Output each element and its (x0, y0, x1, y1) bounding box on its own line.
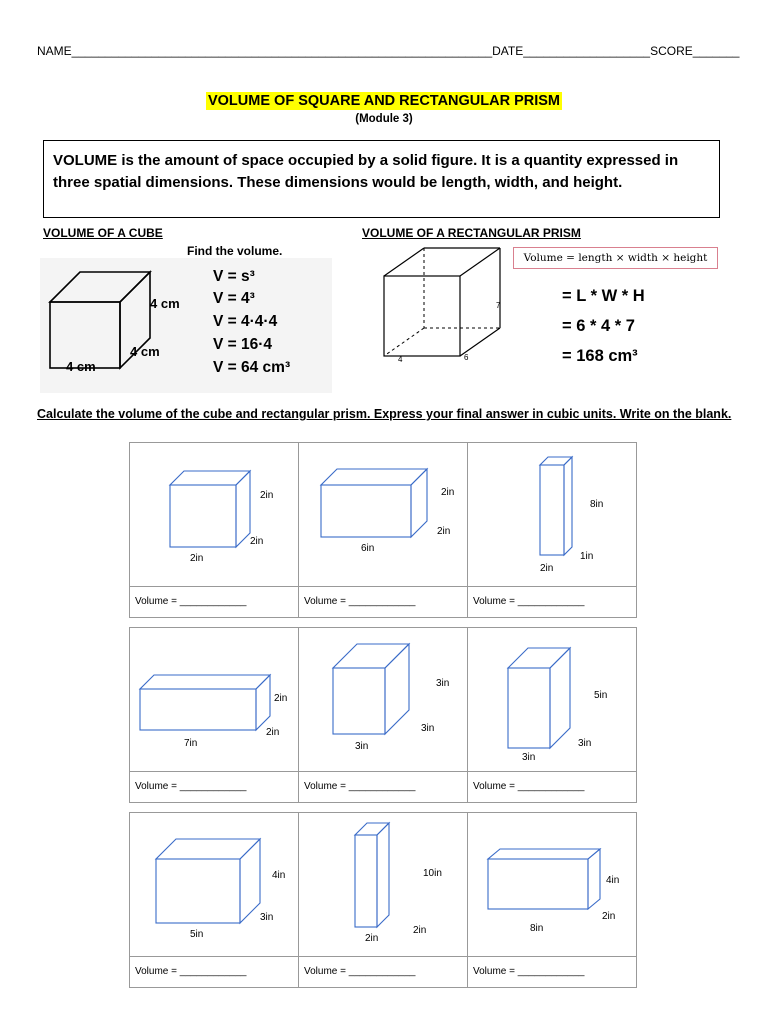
cube-edge-height: 4 cm (150, 296, 180, 311)
problem-cell (299, 628, 468, 772)
page-title-wrap (0, 92, 768, 110)
problem-figure (299, 628, 467, 766)
problem-figure (299, 443, 467, 581)
dim-height: 8in (590, 499, 604, 510)
volume-blank[interactable]: Volume = ____________ (304, 966, 416, 977)
instructions: Calculate the volume of the cube and rectangular prism. Express your final answer in cubic units. Write on the blank. (37, 407, 732, 421)
volume-blank[interactable]: Volume = ____________ (135, 596, 247, 607)
dim-length: 5in (190, 929, 204, 940)
volume-cell[interactable] (130, 587, 299, 618)
dim-height: 3in (436, 678, 450, 689)
prism-dim-width: 4 (398, 355, 403, 364)
dim-length: 3in (355, 741, 369, 752)
name-label: NAME (37, 44, 72, 58)
problem-figure (468, 813, 636, 951)
prism-hidden-edge (384, 328, 424, 356)
dim-width: 2in (437, 526, 451, 537)
dim-height: 2in (260, 490, 274, 501)
date-label: DATE (492, 44, 524, 58)
problem-figure (130, 628, 298, 766)
dim-width: 2in (602, 911, 616, 922)
dim-width: 3in (260, 912, 274, 923)
volume-cell[interactable] (130, 772, 299, 803)
cube-step-3: V = 4·4·4 (213, 313, 278, 330)
dim-width: 3in (421, 723, 435, 734)
prism-dim-height: 7 (496, 301, 501, 310)
dim-width: 2in (250, 536, 264, 547)
cube-heading: VOLUME OF A CUBE (43, 226, 163, 240)
dim-width: 1in (580, 551, 594, 562)
dim-width: 3in (578, 738, 592, 749)
cube-find-text: Find the volume. (187, 244, 283, 258)
cube-step-4: V = 16·4 (213, 336, 273, 353)
problem-cell (299, 813, 468, 957)
prism-step-2: = 6 * 4 * 7 (562, 317, 635, 335)
volume-cell[interactable] (299, 587, 468, 618)
prism-edge (460, 248, 500, 276)
dim-length: 3in (522, 752, 536, 763)
header-line (37, 44, 739, 58)
prism-dim-length: 6 (464, 353, 469, 362)
dim-width: 2in (266, 727, 280, 738)
page-subtitle: (Module 3) (355, 113, 413, 125)
problem-table-2 (129, 627, 637, 803)
score-label: SCORE (650, 44, 693, 58)
problem-figure (130, 443, 298, 581)
volume-blank[interactable]: Volume = ____________ (304, 596, 416, 607)
cube-step-2: V = 4³ (213, 290, 255, 307)
problem-figure (468, 443, 636, 581)
volume-cell[interactable] (299, 957, 468, 988)
dim-height: 5in (594, 690, 608, 701)
score-blank[interactable]: _______ (692, 44, 740, 58)
dim-length: 2in (190, 553, 204, 564)
volume-blank[interactable]: Volume = ____________ (473, 966, 585, 977)
prism-example (372, 240, 512, 370)
cube-edge-width: 4 cm (130, 344, 160, 359)
dim-length: 7in (184, 738, 198, 749)
volume-blank[interactable]: Volume = ____________ (135, 781, 247, 792)
dim-length: 6in (361, 543, 375, 554)
cube-step-1: V = s³ (213, 268, 255, 285)
volume-cell[interactable] (468, 772, 637, 803)
prism-edge (384, 248, 424, 276)
problem-cell (130, 813, 299, 957)
date-blank[interactable]: ___________________ (523, 44, 651, 58)
problem-cell (468, 443, 637, 587)
problem-figure (468, 628, 636, 766)
dim-height: 4in (606, 875, 620, 886)
problem-figure (130, 813, 298, 951)
cube-edge-length: 4 cm (66, 359, 96, 374)
problem-cell (299, 443, 468, 587)
volume-blank[interactable]: Volume = ____________ (473, 781, 585, 792)
dim-height: 4in (272, 870, 286, 881)
prism-step-3: = 168 cm³ (562, 347, 638, 365)
problem-cell (468, 628, 637, 772)
prism-front-face (384, 276, 460, 356)
volume-cell[interactable] (130, 957, 299, 988)
volume-blank[interactable]: Volume = ____________ (135, 966, 247, 977)
dim-width: 2in (413, 925, 427, 936)
dim-length: 8in (530, 923, 544, 934)
volume-cell[interactable] (299, 772, 468, 803)
name-blank[interactable]: _______________________________________________________________ (71, 44, 493, 58)
dim-length: 2in (540, 563, 554, 574)
volume-blank[interactable]: Volume = ____________ (304, 781, 416, 792)
problem-cell (130, 628, 299, 772)
volume-blank[interactable]: Volume = ____________ (473, 596, 585, 607)
volume-cell[interactable] (468, 957, 637, 988)
dim-height: 2in (274, 693, 288, 704)
volume-cell[interactable] (468, 587, 637, 618)
problem-cell (130, 443, 299, 587)
problem-cell (468, 813, 637, 957)
problem-table-1 (129, 442, 637, 618)
prism-edge (460, 328, 500, 356)
problem-table-3 (129, 812, 637, 988)
cube-example (38, 240, 338, 395)
prism-formula: Volume = length × width × height (513, 247, 718, 269)
prism-step-1: = L * W * H (562, 287, 645, 305)
dim-height: 2in (441, 487, 455, 498)
page-title: VOLUME OF SQUARE AND RECTANGULAR PRISM (207, 93, 561, 109)
cube-step-5: V = 64 cm³ (213, 359, 291, 376)
prism-heading: VOLUME OF A RECTANGULAR PRISM (362, 226, 581, 240)
definition-box: VOLUME is the amount of space occupied by a solid figure. It is a quantity expressed in three spatial dimensions. These dimensions would be length, width, and height. (43, 140, 720, 218)
problem-figure (299, 813, 467, 951)
dim-height: 10in (423, 868, 442, 879)
dim-length: 2in (365, 933, 379, 944)
